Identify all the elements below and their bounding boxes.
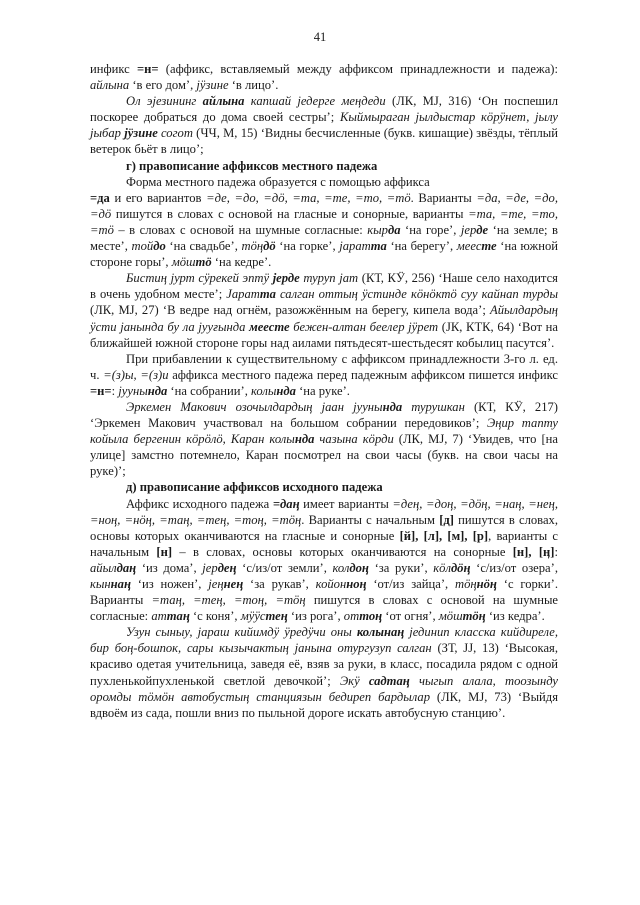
text-run: (ЗТ, ЈЈ, 13) ‘Высокая, красиво одетая учительница, заведя её, взяв за руки, в класс, посадила рядом с одной пухленькойпухленькой светлой девочкой’; [90, 641, 558, 688]
text-run: мӧш [438, 609, 463, 624]
text-run: инфикс [90, 62, 137, 76]
text-run: согот [157, 126, 193, 141]
text-run: – в словах, основы которых оканчиваются на сонорные [172, 544, 513, 559]
paragraph [90, 174, 558, 190]
text-run: айлына [202, 94, 245, 109]
text-run: аффикса местного падежа перед падежным аффиксом пишется инфикс [168, 367, 558, 382]
text-run: нда [276, 383, 296, 398]
text-run: пишутся в словах с основой на шумные согласные: [90, 593, 558, 624]
text-run: салган оттыӊ ӱстинде кӧнӧктӧ суу кайнап турды [275, 287, 558, 302]
text-run: кын [90, 577, 111, 591]
text-run: тӧӊ [241, 239, 264, 254]
text-run: : [554, 544, 558, 559]
text-run: јер [460, 222, 477, 237]
text-run: Аффикс исходного падежа [126, 496, 273, 511]
text-run: (ЛК, МЈ, 316) ‘Он поспешил поскорее добраться до дома своей сестры’; [90, 94, 559, 125]
text-run: ‘от огня’, [382, 609, 439, 624]
text-run: пишутся в словах с основой на гласные и сонорные, варианты [111, 206, 469, 221]
text-run: кӧл [433, 560, 451, 575]
text-run: (аффикс, вставляемый между аффиксом принадлежности и падежа): [158, 62, 558, 76]
text-run: тӧӊ [462, 609, 486, 624]
text-run: туруп јат [299, 271, 359, 286]
text-run: [н], [ӊ] [512, 544, 555, 559]
text-run: јерде [272, 271, 300, 286]
text-run: =та, =те, =то, =тӧ [90, 206, 558, 237]
text-run: ‘на руке’. [295, 383, 350, 398]
text-run: =н= [90, 383, 112, 398]
text-run: турушкан [402, 399, 465, 414]
text-run: койон [315, 577, 347, 591]
text-run: наӊ [110, 577, 131, 591]
text-run: ‘с/из/от земли’, [236, 560, 333, 575]
paragraph [90, 93, 558, 157]
text-run: [й], [л], [м], [р] [399, 528, 489, 543]
text-run: имеет варианты [299, 496, 393, 511]
text-run: ‘из кедра’. [485, 609, 545, 624]
text-run: ‘с горки’. Варианты [90, 577, 558, 608]
text-run: =да, =де, =до, =дӧ [90, 190, 558, 221]
text-run: тӧӊ [455, 577, 477, 591]
text-run: јууны [118, 383, 148, 398]
text-run: јӱзине [124, 126, 158, 141]
text-run: ‘за рукав’, [243, 577, 316, 591]
text-run: – в словах с основой на шумные согласные: [113, 222, 368, 237]
text-run: . Варианты [410, 190, 477, 205]
page-body [90, 61, 558, 721]
text-run: Экӱ [339, 673, 369, 688]
text-run: колы [269, 432, 295, 447]
text-run: садтаӊ [368, 673, 410, 688]
paragraph [90, 61, 558, 93]
text-run: айыл [90, 560, 117, 575]
text-run: Эркемен Макович озочылдардыӊ јаан [126, 399, 354, 414]
text-run: (ЛК, МЈ, 27) ‘В ведре над огнём, разожжённым на берегу, кипела вода’; [90, 303, 491, 318]
paragraph [90, 270, 558, 350]
text-run: неӊ [223, 577, 244, 591]
paragraph [90, 351, 558, 399]
text-run: Айылдардыӊ ӱсти јанында бу ла јууғында [90, 303, 558, 334]
text-run: . Варианты с начальным [301, 512, 440, 527]
text-run: ‘из дома’, [136, 560, 203, 575]
text-run: до [153, 239, 166, 254]
text-run: дӧ [263, 239, 276, 254]
text-run: нда [382, 399, 403, 414]
text-run: айлына [90, 78, 130, 93]
text-run: јарат [339, 239, 371, 254]
text-run: Форма местного падежа образуется с помощью аффикса [126, 174, 430, 189]
text-run: ‘на южной стороне горы’, [90, 239, 558, 270]
text-run: ‘за руки’, [368, 560, 434, 575]
paragraph [90, 190, 558, 270]
text-run: (КТ, КӰ, 217) ‘Эркемен Макович участвовал на большом собрании передовиков’; [90, 399, 558, 431]
text-run: јууны [353, 399, 383, 414]
text-run: Эӊир тапту койыла бергенин кӧрӧлӧ, Каран [90, 416, 559, 447]
section-heading [90, 158, 558, 174]
text-run: (ЛК, МЈ, 7) ‘Увидев, что [на улице] замстно потемнело, Каран посмотрел на свои часы (букв. на свои часы на руке)’; [90, 432, 559, 479]
text-run: =да [90, 190, 110, 205]
text-run: , варианты с начальным [90, 528, 558, 559]
text-run: =таӊ, =теӊ, =тоӊ, =тӧӊ [151, 593, 306, 608]
text-run: (ЧЧ, М, 15) ‘Видны бесчисленные (букв. кишащие) звёзды, тёплый ветерок бьёт в лицо’; [90, 126, 559, 157]
text-run: колынаӊ [356, 625, 405, 640]
text-run: той [131, 239, 154, 254]
text-run: кыр [367, 222, 388, 237]
section-heading [90, 479, 558, 495]
text-run: чыгып алала, тоозынду оромды тӧмӧн автобустыӊ станциязын бедиреп бардылар [90, 673, 558, 704]
text-run: =(з)ы, =(з)и [103, 367, 169, 382]
text-run: те [481, 239, 497, 254]
page-number: 41 [313, 30, 327, 44]
text-run: меес [456, 239, 482, 254]
text-run: ‘на кедре’. [211, 255, 272, 270]
text-run: меесте [249, 319, 290, 334]
text-run: ‘с/из/от озера’, [470, 560, 558, 575]
text-run: јӱзине [196, 78, 229, 93]
text-run: г) правописание аффиксов местного падежа [126, 158, 378, 173]
text-run: =де, =до, =дӧ, =та, =те, =то, =тӧ [206, 190, 411, 205]
text-run: ‘на собрании’, [167, 383, 251, 398]
text-run: и его вариантов [109, 190, 207, 205]
paragraph [90, 624, 558, 721]
text-run: нда [147, 383, 168, 398]
text-run: јединип класска кийдиреле, бир боӊ-бошпок, сары кызычактыӊ јанына отургузуп салган [90, 625, 559, 656]
text-run: Ол эјезининг [126, 94, 203, 109]
text-run: доӊ [349, 560, 369, 575]
text-run: ‘в его дом’, [129, 78, 197, 93]
text-run: кол [332, 560, 350, 575]
text-run: ‘на земле; в месте’, [90, 222, 558, 254]
text-run: Бистиӊ јурт сӱрекей эптӱ [126, 271, 273, 286]
text-run: ‘на берегу’, [386, 239, 457, 254]
text-run: ‘из ножен’, [130, 577, 209, 591]
text-run: колы [251, 383, 277, 398]
text-run: да [387, 222, 401, 237]
text-run: дӧӊ [450, 560, 471, 575]
text-run: та [370, 239, 387, 254]
text-run: ат [151, 609, 167, 624]
text-run: =н= [136, 62, 159, 76]
text-run: нда [294, 432, 315, 447]
text-run: ‘с коня’, [189, 609, 241, 624]
text-run: де [476, 222, 489, 237]
text-run: јер [202, 560, 218, 575]
text-run: даӊ [116, 560, 137, 575]
text-run: капшай једерге меңдеди [244, 94, 386, 109]
text-run: ноӊ [346, 577, 367, 591]
text-run: ‘от/из зайца’, [366, 577, 455, 591]
text-run: Јарат [226, 287, 260, 302]
text-run: =даӊ [272, 496, 300, 511]
text-run: јеӊ [208, 577, 224, 591]
text-run: ‘на свадьбе’, [165, 239, 242, 254]
text-run: мӱӱс [240, 609, 266, 624]
text-run: нӧӊ [476, 577, 497, 591]
text-run: тоӊ [359, 609, 383, 624]
text-run: При прибавлении к существительному с аффиксом принадлежности 3-го л. ед. ч. [90, 351, 558, 382]
text-run: ‘на горке’, [275, 239, 340, 254]
paragraph [90, 399, 558, 479]
text-run: таӊ [166, 609, 190, 624]
text-run: Кыймыраган јылдыстар кӧрӱнет, јылу јыбар [90, 110, 558, 141]
text-run: Узун сыныу, јараш кийимдӱ ӱредӱчи оны [126, 625, 357, 640]
text-run: : [111, 383, 119, 398]
text-run: тӧ [195, 255, 212, 270]
text-run: чазына кӧрди [314, 432, 394, 447]
text-run: деӊ [217, 560, 237, 575]
paragraph [90, 496, 558, 625]
text-run: [н] [156, 544, 173, 559]
text-run: =деӊ, =доӊ, =дӧӊ, =наӊ, =нeӊ, =ноӊ, =нӧӊ, =таӊ, =теӊ, =тоӊ, =тӧӊ [90, 496, 558, 527]
text-run: ‘в лицо’. [228, 78, 279, 93]
text-run: (ЛК, МЈ, 73) ‘Выйдя вдвоём из сада, пошли вниз по пыльной дороге искать автобусную станцию’. [90, 689, 558, 720]
text-run: от [343, 609, 360, 624]
text-run: пишутся в словах, основы которых оканчиваются на гласные и сонорные [90, 512, 558, 543]
text-run: мӧш [171, 255, 196, 270]
text-run: (КТ, КӰ, 256) ‘Наше село находится в очень удобном месте’; [90, 271, 558, 302]
text-run: бежен-алтан беелер јӱрет [289, 319, 439, 334]
text-run: [д] [439, 512, 454, 527]
text-run: ‘на горе’, [400, 222, 461, 237]
text-run: ‘из рога’, [287, 609, 344, 624]
text-run: та [259, 287, 276, 302]
text-run: (ЈК, КТК, 64) ‘Вот на ближайшей южной стороне горы над аилами пятьдесят-шестьдесят кобылиц пасутся’. [90, 319, 559, 350]
text-run: теӊ [265, 609, 288, 624]
text-run: д) правописание аффиксов исходного падежа [126, 480, 383, 495]
